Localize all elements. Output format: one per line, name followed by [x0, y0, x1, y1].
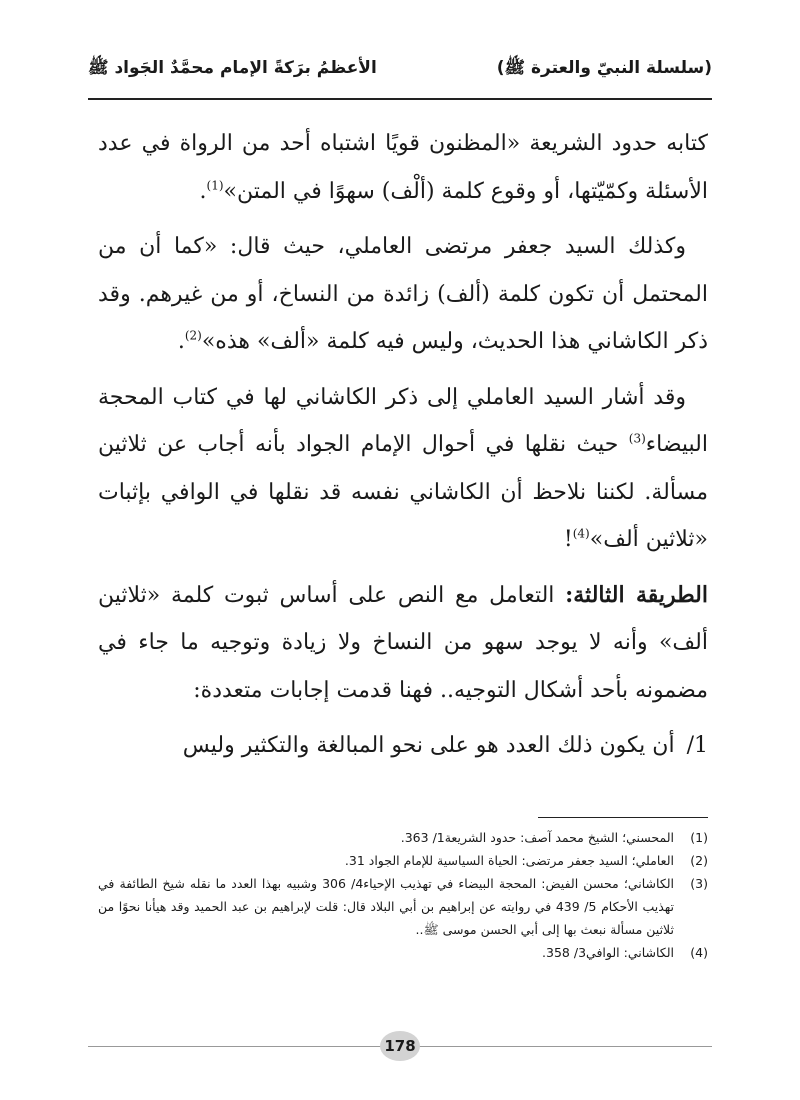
footnote-ref-4[interactable]: (4) [572, 526, 590, 541]
paragraph-3 [98, 374, 708, 564]
series-title: (سلسلة النبيّ والعترة ﷺ) [496, 57, 712, 78]
paragraph-4 [98, 572, 708, 715]
footnote-text: الكاشاني: الوافي3/ 358. [542, 945, 674, 960]
paragraph-text: كتابه حدود الشريعة «المظنون قويًا اشتباه أحد من الرواة في عدد الأسئلة وكمّيّتها، أو وقوع كلمة (ألْف) سهوًا في المتن» [98, 131, 708, 204]
paragraph-2 [98, 223, 708, 366]
footnote-number: (1) [690, 830, 708, 845]
footnote-ref-2[interactable]: (2) [184, 328, 202, 343]
main-text [98, 120, 708, 778]
footnote-text: الكاشاني؛ محسن الفيض: المحجة البيضاء في تهذيب الإحياء4/ 306 وشبيه بهذا العدد ما نقله شيخ الطائفة في تهذيب الأحكام 5/ 439 في روايته عن إبراهيم بن أبي البلاد قال: قلت لإبراهيم بن عبد الحميد وقد هيأنا نحوًا من ثلاثين مسألة نبعث بها إلى أبي الحسن موسى ﷺ.. [98, 876, 674, 937]
paragraph-end: . [177, 329, 185, 354]
section-heading: الطريقة الثالثة: [565, 581, 708, 608]
footnote-1 [98, 826, 708, 849]
paragraph-text-cont: حيث نقلها في أحوال الإمام الجواد بأنه أجاب عن ثلاثين مسألة. لكننا نلاحظ أن الكاشاني نفسه قد نقلها في الوافي بإثبات «ثلاثين ألف» [98, 432, 708, 552]
page-number: 178 [380, 1031, 420, 1061]
footnote-number: (4) [690, 945, 708, 960]
book-title: الأعظمُ برَكةً الإمام محمَّدٌ الجَواد ﷺ [88, 57, 377, 78]
paragraph-end: . [199, 178, 207, 204]
running-header [88, 52, 712, 86]
page-footer [88, 1031, 712, 1061]
footnote-text: المحسني؛ الشيخ محمد آصف: حدود الشريعة1/ 363. [400, 830, 674, 845]
list-number: 1/ [686, 733, 708, 758]
footnote-number: (2) [690, 853, 708, 868]
list-item-1 [98, 722, 708, 770]
paragraph-text: وقد أشار السيد العاملي إلى ذكر الكاشاني لها في كتاب المحجة البيضاء [98, 384, 708, 457]
footnote-3 [98, 872, 708, 941]
footnote-text: العاملي؛ السيد جعفر مرتضى: الحياة السياسية للإمام الجواد 31. [344, 853, 674, 868]
paragraph-end: ! [563, 527, 573, 552]
paragraph-text: وكذلك السيد جعفر مرتضى العاملي، حيث قال: «كما أن من المحتمل أن تكون كلمة (ألف) زائدة من النساخ، أو من غيرهم. وقد ذكر الكاشاني هذا الحديث، وليس فيه كلمة «ألف» هذه» [98, 234, 708, 354]
footnote-2 [98, 849, 708, 872]
footnote-number: (3) [690, 876, 708, 891]
footnote-divider [538, 817, 708, 818]
paragraph-1 [98, 120, 708, 215]
footnotes [98, 826, 708, 964]
footnote-ref-3[interactable]: (3) [628, 431, 646, 446]
paragraph-text: التعامل مع النص على أساس ثبوت كلمة «ثلاثين ألف» وأنه لا يوجد سهو من النساخ ولا زيادة وتوجيه ما جاء في مضمونه بأحد أشكال التوجيه.. فهنا قدمت إجابات متعددة: [98, 582, 708, 703]
header-divider [88, 98, 712, 100]
list-item-text: أن يكون ذلك العدد هو على نحو المبالغة والتكثير وليس [182, 733, 675, 758]
footnote-ref-1[interactable]: (1) [206, 178, 224, 193]
footnote-4 [98, 941, 708, 964]
